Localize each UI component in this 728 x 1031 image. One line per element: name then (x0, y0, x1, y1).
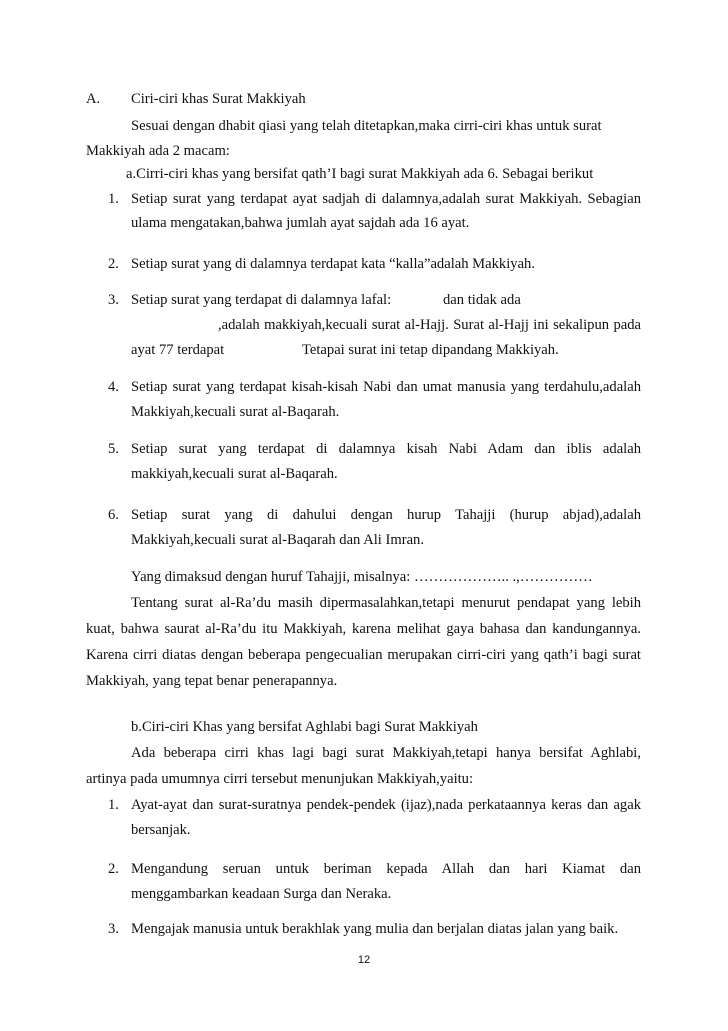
section-title: Ciri-ciri khas Surat Makkiyah (131, 91, 306, 107)
list-b-item-1-line-2: bersanjak. (131, 822, 191, 838)
list-b-num-1: 1. (108, 797, 119, 813)
list-a-item-4-line-2: Makkiyah,kecuali surat al-Baqarah. (131, 404, 340, 420)
list-a-item-1-line-1: Setiap surat yang terdapat ayat sadjah di dalamnya,adalah surat Makkiyah. Sebagian (131, 191, 641, 207)
list-a-num-4: 4. (108, 379, 119, 395)
section-label: A. (86, 91, 101, 107)
list-b-item-2-line-1: Mengandung seruan untuk beriman kepada Allah dan hari Kiamat dan (131, 861, 641, 877)
list-a-item-6-line-2: Makkiyah,kecuali surat al-Baqarah dan Ali Imran. (131, 532, 424, 548)
list-a-num-5: 5. (108, 441, 119, 457)
list-a-item-2-line-1: Setiap surat yang di dalamnya terdapat kata “kalla”adalah Makkiyah. (131, 256, 536, 272)
list-b-num-3: 3. (108, 921, 119, 937)
list-a-item-4-line-1: Setiap surat yang terdapat kisah-kisah Nabi dan umat manusia yang terdahulu,adalah (131, 379, 641, 395)
list-a-item-3-line-3a: ayat 77 terdapat (131, 342, 225, 358)
list-a-num-3: 3. (108, 292, 119, 308)
sub-b-intro-line-2: artinya pada umumnya cirri tersebut menunjukan Makkiyah,yaitu: (86, 771, 474, 787)
list-a-num-1: 1. (108, 191, 119, 207)
list-a-item-3-line-3b: Tetapai surat ini tetap dipandang Makkiyah. (302, 342, 559, 358)
list-b-num-2: 2. (108, 861, 119, 877)
list-b-item-2-line-2: menggambarkan keadaan Surga dan Neraka. (131, 886, 392, 902)
list-a-item-3-line-1a: Setiap surat yang terdapat di dalamnya lafal: (131, 292, 392, 308)
intro-line-1-text: Sesuai dengan dhabit qiasi yang telah ditetapkan,maka cirri-ciri khas untuk surat (131, 118, 602, 134)
list-b-item-1-line-1: Ayat-ayat dan surat-suratnya pendek-pendek (ijaz),nada perkataannya keras dan agak (131, 797, 641, 813)
list-b-item-3-line-1: Mengajak manusia untuk berakhlak yang mulia dan berjalan diatas jalan yang baik. (131, 921, 619, 937)
rad-para-line-3: Karena cirri diatas dengan beberapa pengecualian merupakan cirri-ciri yang qath’i bagi surat (86, 647, 641, 663)
list-a-item-3-line-2: ,adalah makkiyah,kecuali surat al-Hajj. Surat al-Hajj ini sekalipun pada (218, 317, 641, 333)
intro-line-1 (131, 117, 641, 135)
list-a-item-3-line-1b: dan tidak ada (443, 292, 521, 308)
page-number: 12 (357, 954, 371, 966)
list-a-num-6: 6. (108, 507, 119, 523)
rad-para-line-1: Tentang surat al-Ra’du masih dipermasalahkan,tetapi menurut pendapat yang lebih (131, 595, 641, 611)
list-a-item-5-line-1: Setiap surat yang terdapat di dalamnya kisah Nabi Adam dan iblis adalah (131, 441, 641, 457)
tahajji-line: Yang dimaksud dengan huruf Tahajji, misalnya: ……………….. .,…………… (131, 569, 593, 585)
intro-line-2: Makkiyah ada 2 macam: (86, 143, 230, 159)
subheading-a: a.Cirri-ciri khas yang bersifat qath’I bagi surat Makkiyah ada 6. Sebagai berikut (126, 166, 594, 182)
list-a-item-6-line-1: Setiap surat yang di dahului dengan hurup Tahajji (hurup abjad),adalah (131, 507, 641, 523)
sub-b-intro-line-1: Ada beberapa cirri khas lagi bagi surat Makkiyah,tetapi hanya bersifat Aghlabi, (131, 745, 641, 761)
list-a-item-1-line-2: ulama mengatakan,bahwa jumlah ayat sajdah ada 16 ayat. (131, 215, 470, 231)
list-a-item-5-line-2: makkiyah,kecuali surat al-Baqarah. (131, 466, 338, 482)
subheading-b: b.Ciri-ciri Khas yang bersifat Aghlabi bagi Surat Makkiyah (131, 719, 478, 735)
rad-para-line-4: Makkiyah, yang tepat benar penerapannya. (86, 673, 338, 689)
rad-para-line-2: kuat, bahwa saurat al-Ra’du itu Makkiyah, karena melihat gaya bahasa dan kandungannya. (86, 621, 641, 637)
list-a-num-2: 2. (108, 256, 119, 272)
